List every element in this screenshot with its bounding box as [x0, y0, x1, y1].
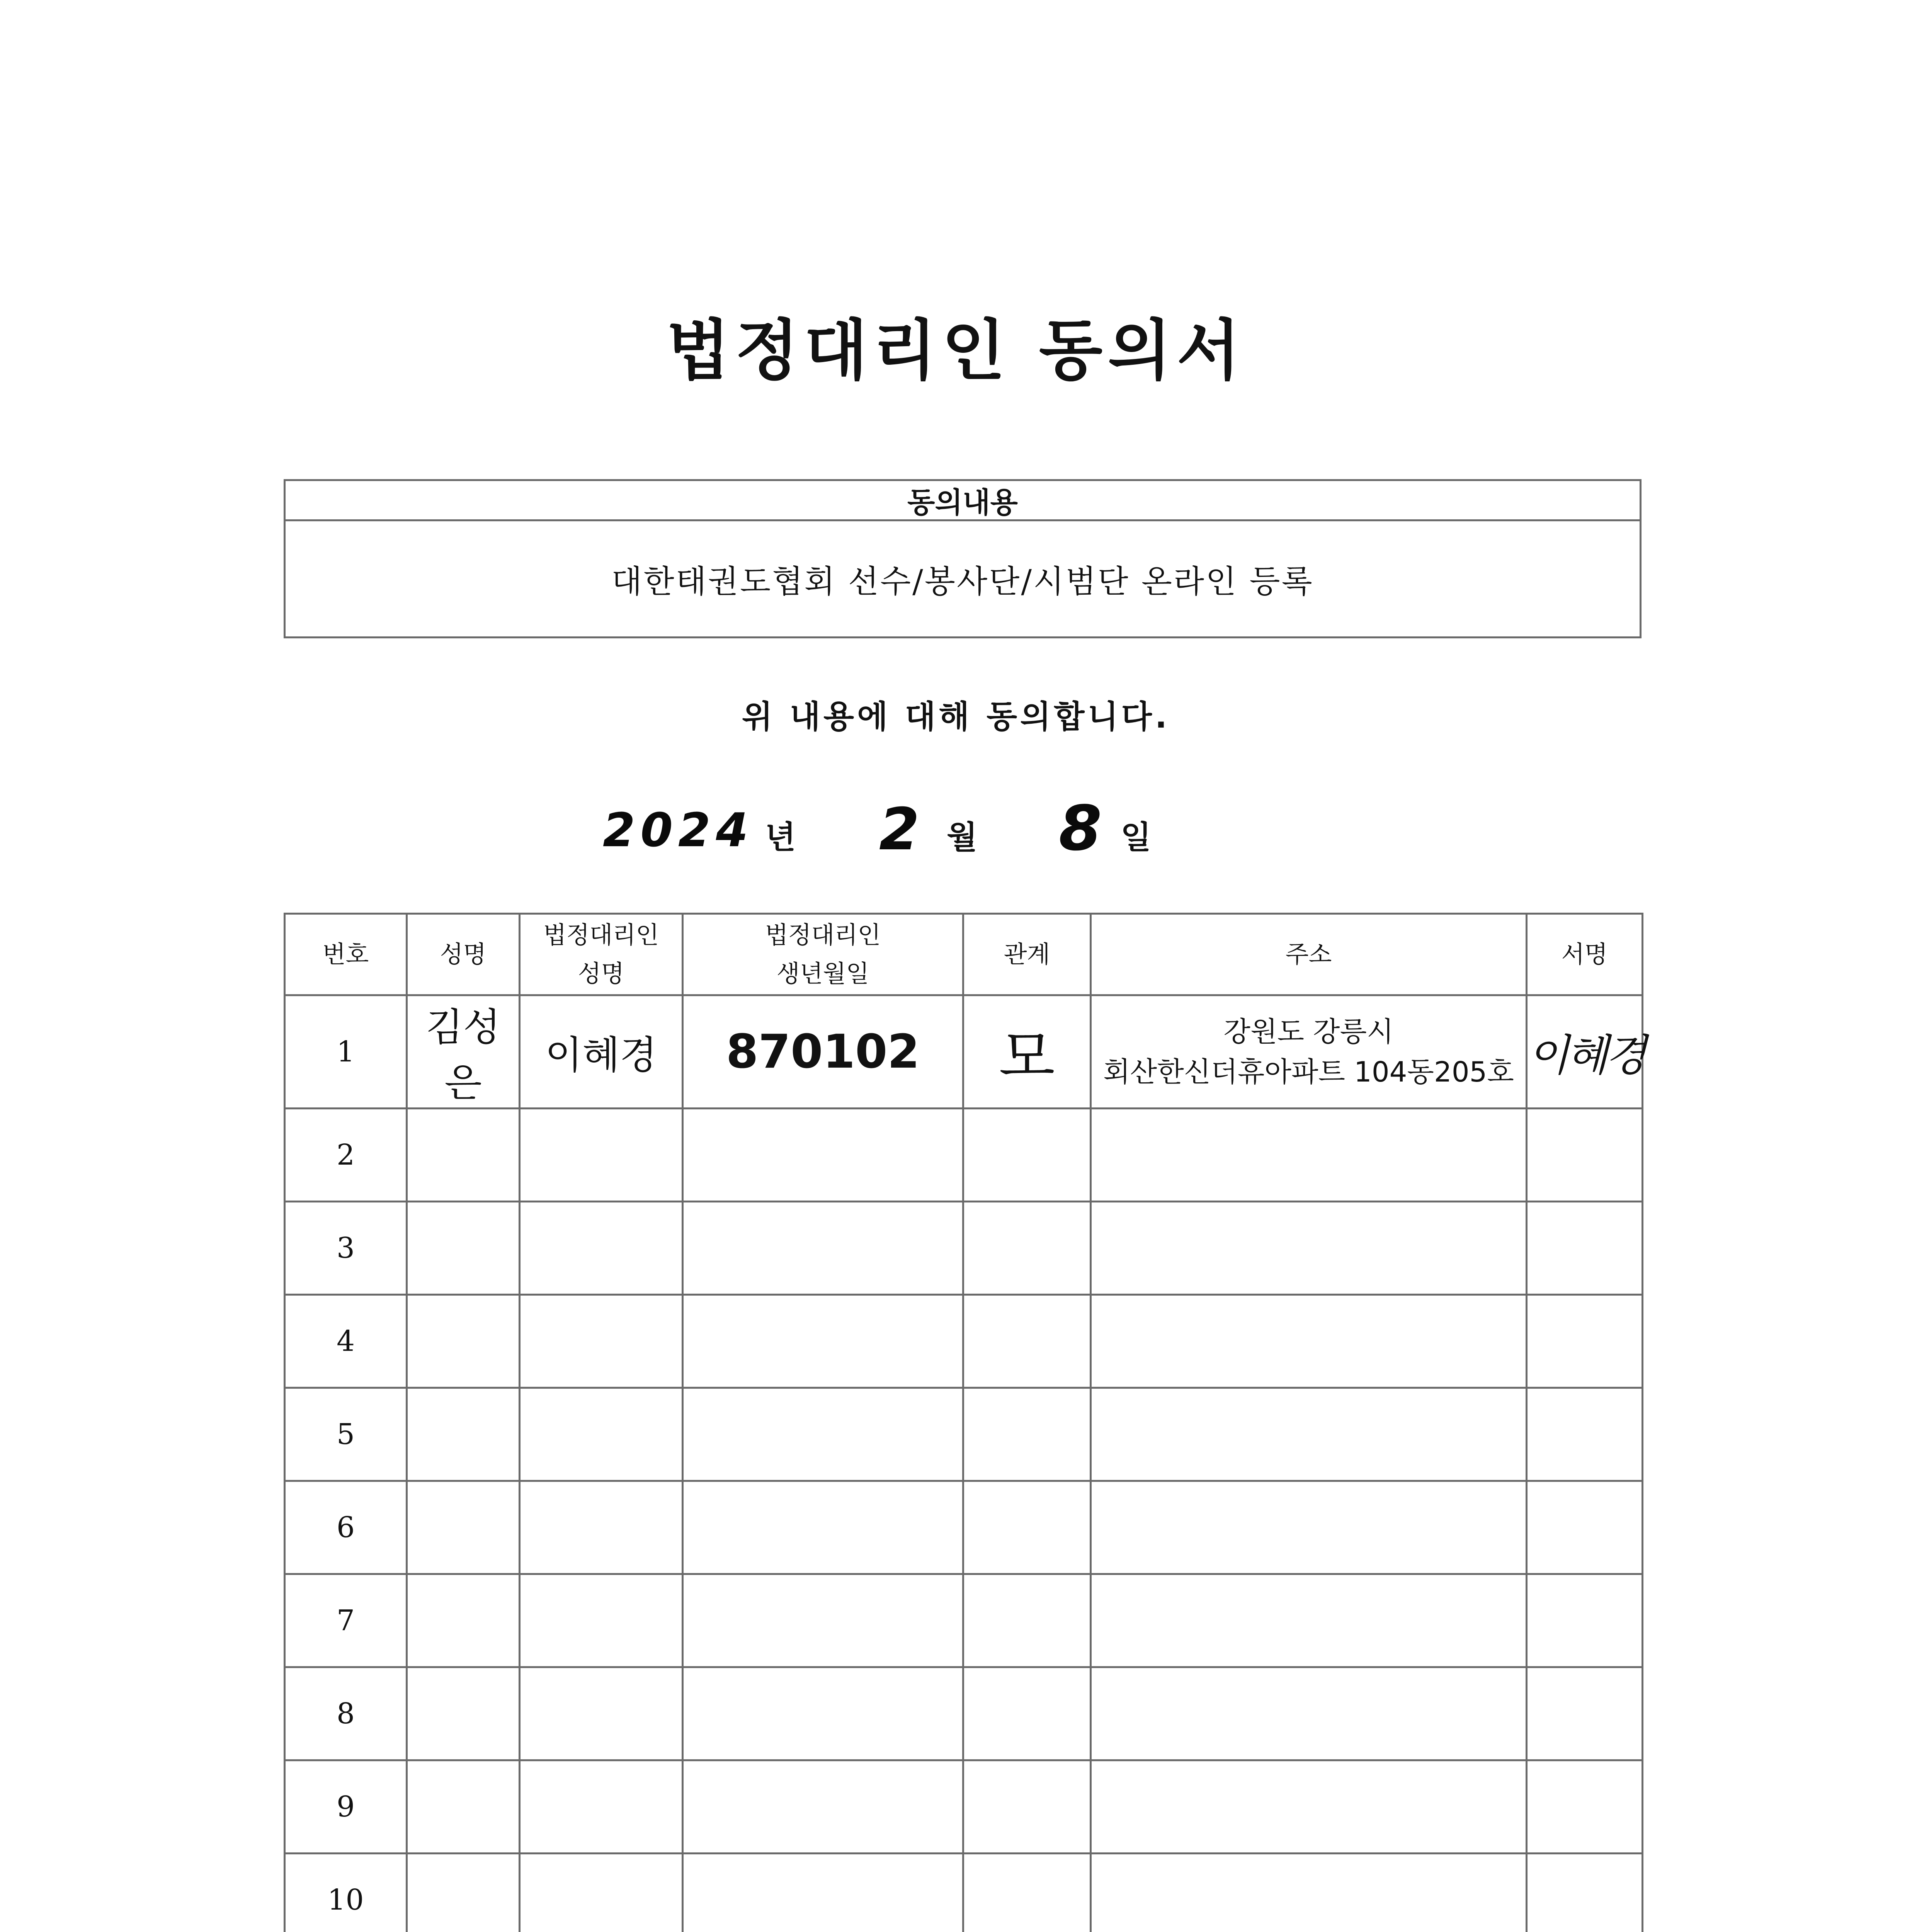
- consent-box: [284, 479, 1642, 638]
- row-address: [1091, 1574, 1527, 1667]
- row-no: 4: [285, 1295, 407, 1388]
- row-address: [1091, 1202, 1527, 1295]
- row-name: 김성은: [407, 995, 520, 1109]
- header-name: 성명: [407, 914, 520, 995]
- row-relation: [963, 1481, 1091, 1574]
- row-guardian-birth: [683, 1854, 963, 1932]
- header-guardian-birth-line2: 생년월일: [776, 959, 869, 988]
- row-address: [1091, 1667, 1527, 1760]
- row-guardian-name: [520, 1295, 683, 1388]
- row-relation: [963, 1295, 1091, 1388]
- table-row: [285, 1854, 1643, 1932]
- agreement-statement: 위 내용에 대해 동의합니다.: [742, 699, 1170, 735]
- row-guardian-birth: [683, 1481, 963, 1574]
- row-signature: [1527, 1109, 1643, 1202]
- row-relation: [963, 1574, 1091, 1667]
- row-name: [407, 1388, 520, 1481]
- table-header-row: [285, 914, 1643, 995]
- row-relation: 모: [963, 995, 1091, 1109]
- row-address: [1091, 1388, 1527, 1481]
- row-signature: [1527, 1295, 1643, 1388]
- header-relation: 관계: [963, 914, 1091, 995]
- table-row: [285, 1574, 1643, 1667]
- date-year-unit: 년: [765, 819, 796, 856]
- row-address: [1091, 1109, 1527, 1202]
- header-guardian-name-line2: 성명: [578, 959, 624, 988]
- document-title: 법정대리인 동의서: [666, 313, 1246, 389]
- date-month: 2: [879, 796, 920, 863]
- row-no: 9: [285, 1760, 407, 1854]
- header-address: 주소: [1091, 914, 1527, 995]
- row-guardian-birth: [683, 1109, 963, 1202]
- row-guardian-name: [520, 1202, 683, 1295]
- row-name: [407, 1109, 520, 1202]
- row-address: [1091, 995, 1527, 1109]
- row-relation: [963, 1667, 1091, 1760]
- row-signature: [1527, 1481, 1643, 1574]
- row-name: [407, 1295, 520, 1388]
- row-signature: [1527, 1388, 1643, 1481]
- table-row: [285, 1295, 1643, 1388]
- row-no: 10: [285, 1854, 407, 1932]
- row-name: [407, 1574, 520, 1667]
- row-guardian-name: [520, 1481, 683, 1574]
- table-row: [285, 1109, 1643, 1202]
- date-day-unit: 일: [1121, 819, 1152, 856]
- row-signature: [1527, 1667, 1643, 1760]
- row-address: [1091, 1760, 1527, 1854]
- row-signature: [1527, 1760, 1643, 1854]
- row-relation: [963, 1109, 1091, 1202]
- row-guardian-birth: [683, 1388, 963, 1481]
- row-guardian-name: [520, 1667, 683, 1760]
- row-guardian-birth: [683, 1295, 963, 1388]
- row-guardian-birth: [683, 1667, 963, 1760]
- row-relation: [963, 1202, 1091, 1295]
- row-guardian-birth: [683, 1202, 963, 1295]
- row-guardian-name: [520, 1109, 683, 1202]
- table-row: [285, 995, 1643, 1109]
- row-relation: [963, 1854, 1091, 1932]
- consent-header: 동의내용: [286, 481, 1640, 521]
- row-address: [1091, 1854, 1527, 1932]
- row-signature: [1527, 1202, 1643, 1295]
- row-guardian-name: [520, 1854, 683, 1932]
- table-row: [285, 1760, 1643, 1854]
- row-guardian-birth: [683, 1760, 963, 1854]
- row-no: 3: [285, 1202, 407, 1295]
- guardian-table: [284, 913, 1643, 1932]
- row-relation: [963, 1388, 1091, 1481]
- row-no: 5: [285, 1388, 407, 1481]
- row-signature: [1527, 1574, 1643, 1667]
- row-guardian-name: [520, 1574, 683, 1667]
- header-guardian-birth: [683, 914, 963, 995]
- row-no: 6: [285, 1481, 407, 1574]
- header-guardian-name-line1: 법정대리인: [543, 921, 659, 949]
- table-row: [285, 1388, 1643, 1481]
- date-year: 2024: [603, 804, 754, 857]
- row-no: 8: [285, 1667, 407, 1760]
- row-address: [1091, 1295, 1527, 1388]
- row-address-line2: 회산한신더휴아파트 104동205호: [1103, 1056, 1514, 1088]
- row-guardian-name: [520, 1388, 683, 1481]
- date-day: 8: [1059, 792, 1102, 864]
- header-guardian-name: [520, 914, 683, 995]
- row-name: [407, 1481, 520, 1574]
- consent-content: 대한태권도협회 선수/봉사단/시범단 온라인 등록: [611, 563, 1314, 600]
- table-row: [285, 1667, 1643, 1760]
- row-name: [407, 1760, 520, 1854]
- row-signature: 이혜경: [1527, 995, 1643, 1109]
- row-guardian-birth: 870102: [683, 995, 963, 1109]
- row-name: [407, 1667, 520, 1760]
- header-no: 번호: [285, 914, 407, 995]
- row-no: 2: [285, 1109, 407, 1202]
- row-guardian-name: [520, 1760, 683, 1854]
- row-address: [1091, 1481, 1527, 1574]
- row-no: 1: [285, 995, 407, 1109]
- row-name: [407, 1854, 520, 1932]
- header-signature: 서명: [1527, 914, 1643, 995]
- date-month-unit: 월: [947, 819, 978, 856]
- date-line: [0, 788, 1912, 866]
- row-guardian-name: 이혜경: [520, 995, 683, 1109]
- table-row: [285, 1202, 1643, 1295]
- row-address-line1: 강원도 강릉시: [1223, 1015, 1394, 1048]
- table-row: [285, 1481, 1643, 1574]
- row-relation: [963, 1760, 1091, 1854]
- row-name: [407, 1202, 520, 1295]
- row-no: 7: [285, 1574, 407, 1667]
- row-signature: [1527, 1854, 1643, 1932]
- header-guardian-birth-line1: 법정대리인: [765, 921, 881, 949]
- row-guardian-birth: [683, 1574, 963, 1667]
